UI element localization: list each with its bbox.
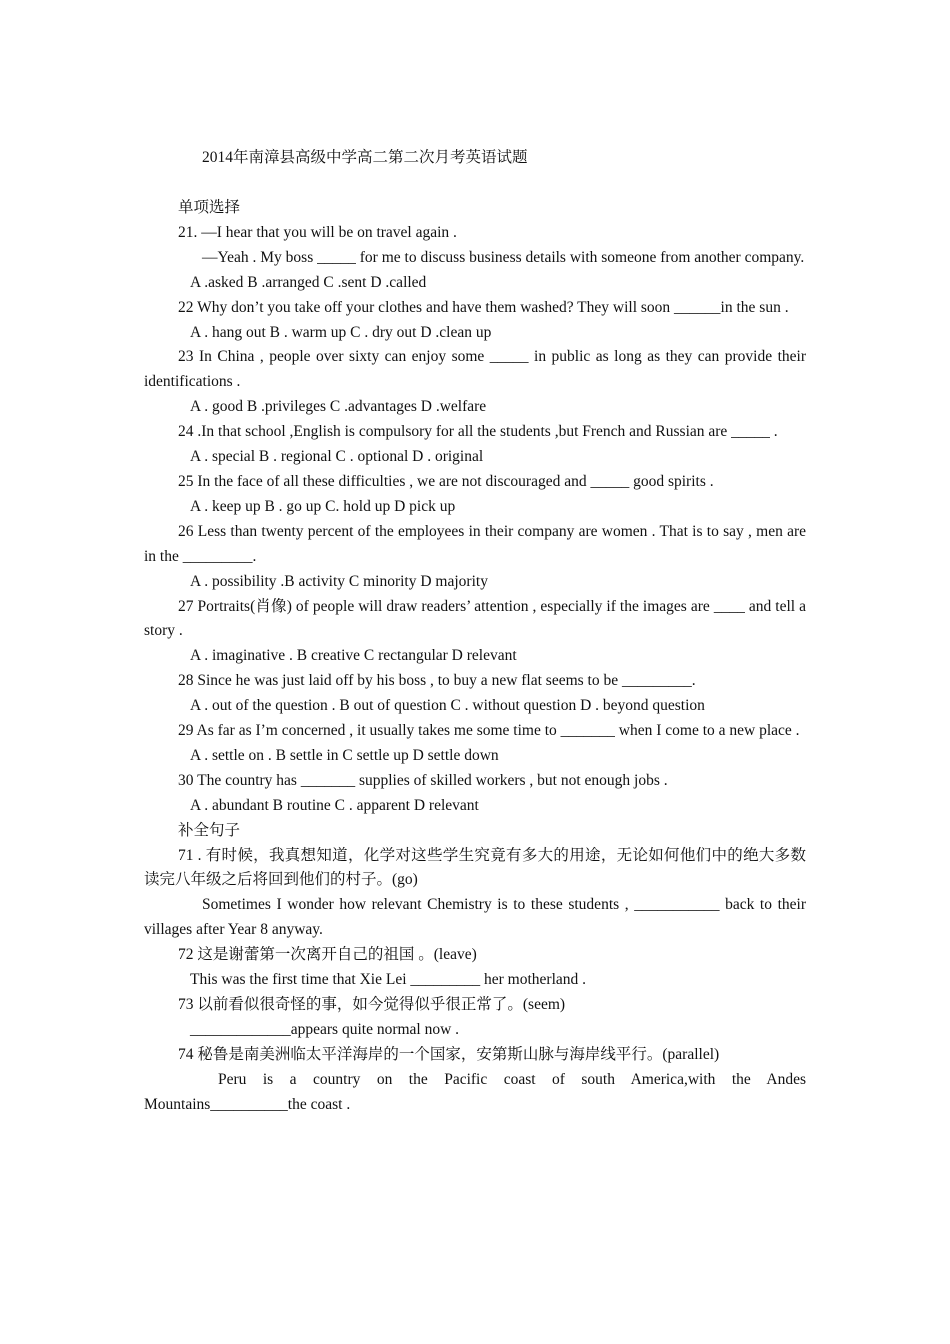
question-options: A . settle on . B settle in C settle up D settle down [190, 746, 499, 764]
question-stem: —Yeah . My boss _____ for me to discuss business details with someone from another company. [202, 248, 805, 266]
section-heading-completion: 补全句子 [178, 821, 241, 839]
sentence-answer-en: Sometimes I wonder how relevant Chemistry is to these students , ___________ back to their villages after Year 8 anyway. [144, 896, 806, 939]
sentence-prompt-cn: 73 以前看似很奇怪的事，如今觉得似乎很正常了。(seem) [178, 996, 566, 1013]
question-options: A . out of the question . B out of question C . without question D . beyond question [190, 697, 705, 715]
question-options: A . keep up B . go up C. hold up D pick up [190, 497, 456, 515]
question-options: A . possibility .B activity C minority D majority [190, 572, 488, 590]
question-stem: 26 Less than twenty percent of the employees in their company are women . That is to say , men are in the _________. [144, 522, 806, 565]
section-heading-choice: 单项选择 [178, 199, 241, 216]
question-options: A . hang out B . warm up C . dry out D .clean up [190, 323, 492, 341]
question-options: A . abundant B routine C . apparent D relevant [190, 796, 479, 814]
question-stem: 29 As far as I’m concerned , it usually takes me some time to _______ when I come to a new place . [178, 722, 800, 740]
question-stem: 21. —I hear that you will be on travel again . [178, 223, 457, 241]
question-stem: 28 Since he was just laid off by his boss , to buy a new flat seems to be _________. [178, 672, 696, 690]
question-options: A . imaginative . B creative C rectangular D relevant [190, 647, 517, 665]
question-stem: 22 Why don’t you take off your clothes and have them washed? They will soon ______in the sun . [178, 298, 789, 316]
sentence-prompt-cn: 71 . 有时候，我真想知道，化学对这些学生究竟有多大的用途，无论如何他们中的绝大多数读完八年级之后将回到他们的村子。(go) [144, 846, 806, 889]
sentence-prompt-cn: 74 秘鲁是南美洲临太平洋海岸的一个国家，安第斯山脉与海岸线平行。(parallel) [178, 1045, 720, 1063]
page-title: 2014年南漳县高级中学高二第二次月考英语试题 [202, 149, 528, 166]
sentence-prompt-cn: 72 这是谢蕾第一次离开自己的祖国 。(leave) [178, 946, 477, 964]
exam-page [144, 145, 806, 1118]
question-options: A . special B . regional C . optional D . original [190, 448, 484, 466]
question-stem: 30 The country has _______ supplies of skilled workers , but not enough jobs . [178, 771, 668, 789]
question-options: A . good B .privileges C .advantages D .welfare [190, 398, 487, 416]
sentence-answer-en: _____________appears quite normal now . [190, 1020, 460, 1038]
spacer [144, 170, 806, 196]
question-options: A .asked B .arranged C .sent D .called [190, 273, 427, 291]
question-stem: 27 Portraits(肖像) of people will draw readers’ attention , especially if the images are ____ and tell a story . [144, 597, 806, 640]
question-stem: 23 In China , people over sixty can enjoy some _____ in public as long as they can provide their identifications . [144, 348, 806, 391]
sentence-answer-en: Peru is a country on the Pacific coast of south America,with the Andes Mountains__________the coast . [144, 1070, 806, 1113]
question-stem: 25 In the face of all these difficulties , we are not discouraged and _____ good spirits . [178, 472, 714, 490]
question-stem: 24 .In that school ,English is compulsory for all the students ,but French and Russian are _____ . [178, 423, 778, 441]
sentence-answer-en: This was the first time that Xie Lei _________ her motherland . [190, 971, 587, 989]
